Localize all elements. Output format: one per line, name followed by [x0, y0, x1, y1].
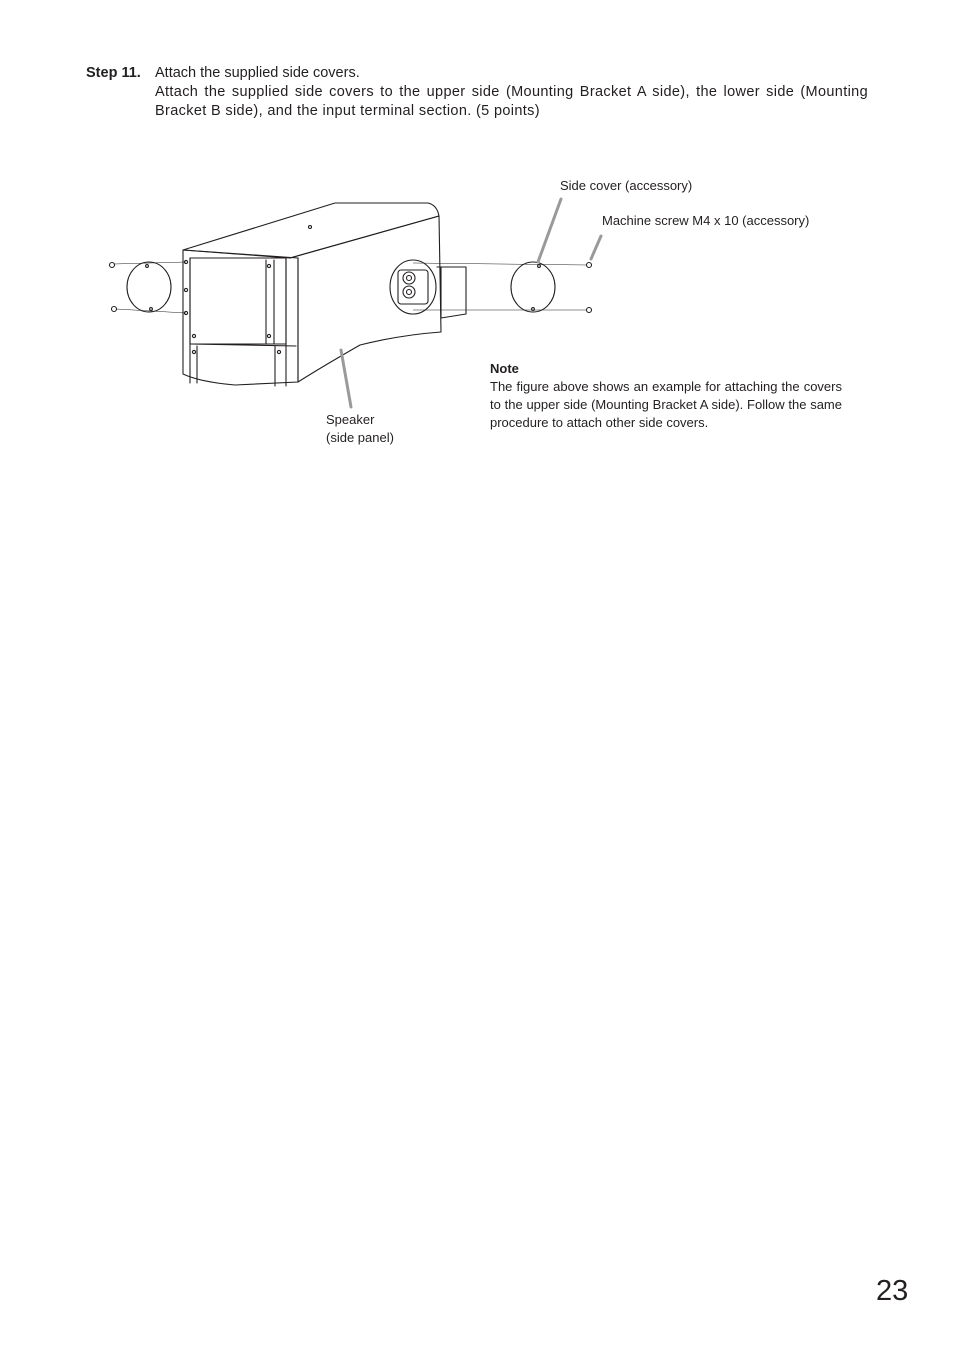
speaker-leader: [341, 350, 351, 407]
note-title: Note: [490, 361, 519, 376]
right-side-cover: [511, 262, 555, 312]
note: [490, 360, 842, 432]
machine-screw-label: Machine screw M4 x 10 (accessory): [602, 213, 810, 228]
step-description: Attach the supplied side covers to the upper side (Mounting Bracket A side), the lower side (Mounting Bracket B side), and the input terminal section. (5 points): [155, 84, 868, 119]
speaker-label: [326, 411, 394, 447]
left-side-cover: [127, 262, 171, 312]
right-screws: [587, 263, 592, 313]
speaker-front-face: [183, 250, 298, 385]
speaker-label-line1: Speaker: [326, 412, 375, 427]
speaker-top-face: [183, 203, 439, 258]
step-label: Step 11.: [86, 65, 141, 81]
speaker-label-line2: (side panel): [326, 430, 394, 445]
step-title: Attach the supplied side covers.: [155, 65, 360, 81]
page-number: 23: [876, 1275, 909, 1307]
screw-leader: [591, 236, 601, 259]
note-text: The figure above shows an example for attaching the covers to the upper side (Mounting Bracket A side). Follow the same procedure to attach other side covers.: [490, 379, 842, 430]
side-cover-leader: [538, 199, 561, 262]
left-screws: [110, 263, 117, 312]
side-cover-label: Side cover (accessory): [560, 178, 693, 193]
